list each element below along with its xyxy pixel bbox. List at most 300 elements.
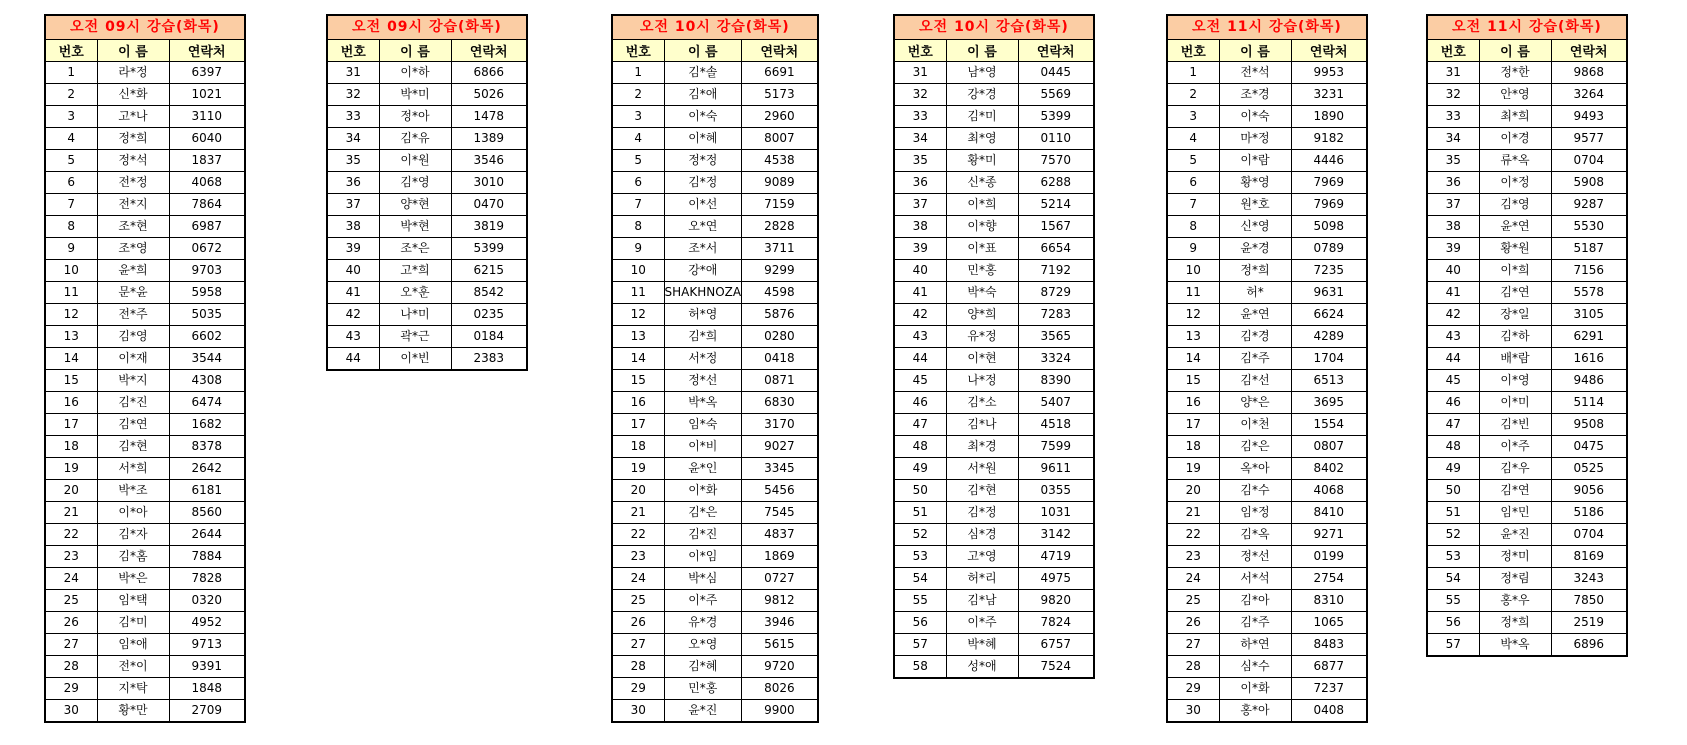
column-header-number: 번호 [894,40,946,62]
cell-number: 36 [1427,172,1479,194]
column-header-number: 번호 [612,40,664,62]
cell-name: 조*은 [379,238,451,260]
cell-phone: 5456 [742,480,818,502]
cell-number: 50 [894,480,946,502]
table-row [612,678,818,700]
cell-phone: 2642 [169,458,245,480]
cell-number: 7 [612,194,664,216]
cell-number: 24 [612,568,664,590]
table-row [612,260,818,282]
cell-phone: 3819 [451,216,527,238]
table-row [1167,260,1367,282]
cell-name: 김*경 [1219,326,1291,348]
cell-number: 36 [327,172,379,194]
cell-number: 19 [45,458,97,480]
cell-name: 이*천 [1219,414,1291,436]
cell-phone: 6987 [169,216,245,238]
cell-name: 전*석 [1219,62,1291,84]
cell-number: 6 [612,172,664,194]
cell-name: 김*영 [97,326,169,348]
cell-number: 41 [327,282,379,304]
cell-number: 48 [1427,436,1479,458]
cell-name: 김*우 [1479,458,1551,480]
cell-number: 39 [894,238,946,260]
table-row [1427,326,1627,348]
cell-name: 김*진 [97,392,169,414]
cell-number: 18 [612,436,664,458]
cell-number: 51 [894,502,946,524]
cell-name: 최*희 [1479,106,1551,128]
column-header-number: 번호 [1167,40,1219,62]
cell-name: 박*현 [379,216,451,238]
table-row [45,172,245,194]
cell-name: 박*조 [97,480,169,502]
cell-phone: 7235 [1291,260,1367,282]
cell-phone: 9182 [1291,128,1367,150]
cell-name: 정*선 [664,370,742,392]
table-row [894,414,1094,436]
table-row [1167,106,1367,128]
cell-name: 서*희 [97,458,169,480]
cell-phone: 5908 [1551,172,1627,194]
cell-name: 남*영 [946,62,1018,84]
column-header-name: 이 름 [1219,40,1291,62]
cell-number: 49 [894,458,946,480]
table-row [1167,62,1367,84]
table-row [894,568,1094,590]
table-row [1167,612,1367,634]
cell-number: 20 [45,480,97,502]
column-header-contact: 연락처 [1291,40,1367,62]
table-row [894,634,1094,656]
cell-phone: 0418 [742,348,818,370]
table-title: 오전 09시 강습(화목) [45,15,245,40]
cell-number: 45 [1427,370,1479,392]
cell-name: 박*옥 [1479,634,1551,657]
cell-name: 최*영 [946,128,1018,150]
cell-phone: 0807 [1291,436,1367,458]
cell-name: 류*옥 [1479,150,1551,172]
cell-number: 54 [894,568,946,590]
cell-name: 장*일 [1479,304,1551,326]
table-row [612,568,818,590]
cell-number: 1 [612,62,664,84]
table-row [894,84,1094,106]
cell-number: 10 [1167,260,1219,282]
cell-name: 박*옥 [664,392,742,414]
cell-phone: 9027 [742,436,818,458]
table-row [612,282,818,304]
cell-name: 윤*희 [97,260,169,282]
table-row [1427,216,1627,238]
cell-phone: 5399 [451,238,527,260]
cell-phone: 6691 [742,62,818,84]
cell-name: 황*만 [97,700,169,723]
cell-phone: 8169 [1551,546,1627,568]
cell-phone: 3243 [1551,568,1627,590]
cell-phone: 2519 [1551,612,1627,634]
cell-name: 이*화 [1219,678,1291,700]
cell-phone: 3170 [742,414,818,436]
cell-number: 46 [1427,392,1479,414]
cell-number: 31 [894,62,946,84]
table-row [45,634,245,656]
table-row [1427,370,1627,392]
cell-number: 35 [1427,150,1479,172]
table-row [1167,370,1367,392]
cell-phone: 7828 [169,568,245,590]
table-row [612,106,818,128]
cell-phone: 4308 [169,370,245,392]
table-row [45,502,245,524]
cell-name: 김*유 [379,128,451,150]
table-row [1427,282,1627,304]
cell-number: 18 [45,436,97,458]
cell-name: 이*혜 [664,128,742,150]
cell-number: 2 [612,84,664,106]
cell-name: 유*경 [664,612,742,634]
cell-name: 김*홈 [97,546,169,568]
cell-phone: 0235 [451,304,527,326]
cell-name: 이*정 [1479,172,1551,194]
cell-phone: 5186 [1551,502,1627,524]
table-row [45,282,245,304]
cell-number: 14 [612,348,664,370]
cell-name: 심*경 [946,524,1018,546]
cell-phone: 6866 [451,62,527,84]
cell-phone: 9611 [1018,458,1094,480]
cell-phone: 8390 [1018,370,1094,392]
cell-phone: 5399 [1018,106,1094,128]
cell-number: 47 [1427,414,1479,436]
cell-number: 11 [612,282,664,304]
table-row [1167,524,1367,546]
table-row [45,546,245,568]
cell-number: 45 [894,370,946,392]
column-header-contact: 연락처 [451,40,527,62]
cell-phone: 2383 [451,348,527,371]
cell-phone: 8378 [169,436,245,458]
cell-name: 이*영 [1479,370,1551,392]
cell-number: 44 [327,348,379,371]
cell-number: 52 [1427,524,1479,546]
table-row [1167,304,1367,326]
cell-name: 이*람 [1219,150,1291,172]
cell-name: 조*경 [1219,84,1291,106]
table-row [1167,216,1367,238]
table-row [612,150,818,172]
cell-name: 정*석 [97,150,169,172]
cell-number: 25 [1167,590,1219,612]
table-row [327,260,527,282]
cell-phone: 1848 [169,678,245,700]
cell-phone: 7969 [1291,194,1367,216]
cell-phone: 8007 [742,128,818,150]
cell-phone: 3946 [742,612,818,634]
cell-phone: 5035 [169,304,245,326]
table-row [612,634,818,656]
table-row [327,150,527,172]
table-row [45,348,245,370]
cell-phone: 5098 [1291,216,1367,238]
cell-number: 29 [612,678,664,700]
cell-number: 14 [45,348,97,370]
cell-phone: 9713 [169,634,245,656]
table-row [612,392,818,414]
table-row [327,84,527,106]
cell-name: 이*향 [946,216,1018,238]
cell-number: 30 [612,700,664,723]
cell-number: 17 [612,414,664,436]
header-row [894,40,1094,62]
table-row [1427,260,1627,282]
cell-phone: 3565 [1018,326,1094,348]
table-row [45,678,245,700]
cell-phone: 3010 [451,172,527,194]
cell-phone: 1021 [169,84,245,106]
cell-name: 라*정 [97,62,169,84]
cell-number: 2 [1167,84,1219,106]
cell-name: 이*하 [379,62,451,84]
column-header-name: 이 름 [1479,40,1551,62]
cell-name: 김*선 [1219,370,1291,392]
column-header-name: 이 름 [379,40,451,62]
cell-number: 22 [45,524,97,546]
cell-name: 황*미 [946,150,1018,172]
cell-number: 4 [1167,128,1219,150]
table-row [327,194,527,216]
table-row [894,502,1094,524]
cell-number: 51 [1427,502,1479,524]
table-row [612,128,818,150]
table-row [45,700,245,723]
cell-name: 정*림 [1479,568,1551,590]
cell-phone: 1682 [169,414,245,436]
table-row [612,546,818,568]
table-row [1427,634,1627,657]
cell-phone: 3324 [1018,348,1094,370]
cell-number: 26 [45,612,97,634]
cell-name: 김*연 [1479,282,1551,304]
cell-name: 이*주 [1479,436,1551,458]
table-row [612,370,818,392]
cell-phone: 9631 [1291,282,1367,304]
table-row [45,84,245,106]
table-row [1167,700,1367,723]
table-row [1427,392,1627,414]
cell-number: 16 [45,392,97,414]
cell-number: 27 [1167,634,1219,656]
table-row [1167,590,1367,612]
cell-name: 허* [1219,282,1291,304]
table-row [612,700,818,723]
cell-phone: 9271 [1291,524,1367,546]
cell-name: 정*희 [97,128,169,150]
table-row [327,106,527,128]
cell-phone: 6757 [1018,634,1094,656]
table-row [45,238,245,260]
table-row [45,370,245,392]
table-row [894,590,1094,612]
cell-phone: 4837 [742,524,818,546]
cell-name: 배*람 [1479,348,1551,370]
cell-phone: 2754 [1291,568,1367,590]
table-row [612,194,818,216]
cell-name: 김*주 [1219,612,1291,634]
column-header-contact: 연락처 [742,40,818,62]
cell-name: 박*은 [97,568,169,590]
cell-phone: 6474 [169,392,245,414]
table-row [1427,436,1627,458]
cell-phone: 3695 [1291,392,1367,414]
cell-name: 조*현 [97,216,169,238]
column-header-number: 번호 [45,40,97,62]
cell-name: 이*원 [379,150,451,172]
table-row [1427,414,1627,436]
table-row [45,62,245,84]
table-row [894,546,1094,568]
table-row [894,392,1094,414]
column-header-name: 이 름 [664,40,742,62]
cell-phone: 8729 [1018,282,1094,304]
cell-name: 임*택 [97,590,169,612]
cell-number: 55 [894,590,946,612]
cell-name: 김*애 [664,84,742,106]
table-row [894,326,1094,348]
cell-number: 9 [1167,238,1219,260]
cell-name: 김*진 [664,524,742,546]
cell-number: 19 [1167,458,1219,480]
cell-name: 박*숙 [946,282,1018,304]
cell-phone: 1704 [1291,348,1367,370]
cell-number: 42 [327,304,379,326]
cell-number: 34 [1427,128,1479,150]
table-row [1427,612,1627,634]
cell-phone: 6830 [742,392,818,414]
cell-name: 곽*근 [379,326,451,348]
cell-name: 이*빈 [379,348,451,371]
cell-phone: 0704 [1551,524,1627,546]
cell-number: 49 [1427,458,1479,480]
cell-name: 전*이 [97,656,169,678]
cell-number: 43 [1427,326,1479,348]
table-row [1427,348,1627,370]
cell-phone: 8560 [169,502,245,524]
cell-number: 8 [612,216,664,238]
cell-name: 김*솔 [664,62,742,84]
cell-number: 31 [327,62,379,84]
cell-name: 오*영 [664,634,742,656]
cell-number: 33 [327,106,379,128]
cell-name: 신*화 [97,84,169,106]
cell-number: 57 [1427,634,1479,657]
cell-number: 13 [1167,326,1219,348]
table-row [1167,150,1367,172]
cell-name: 홍*아 [1219,700,1291,723]
cell-phone: 7283 [1018,304,1094,326]
cell-phone: 6602 [169,326,245,348]
cell-number: 20 [1167,480,1219,502]
cell-number: 27 [45,634,97,656]
cell-name: 하*연 [1219,634,1291,656]
cell-phone: 0525 [1551,458,1627,480]
header-row [1427,40,1627,62]
cell-phone: 7524 [1018,656,1094,679]
table-row [612,238,818,260]
cell-phone: 0280 [742,326,818,348]
cell-name: 이*표 [946,238,1018,260]
cell-phone: 1031 [1018,502,1094,524]
cell-phone: 7570 [1018,150,1094,172]
cell-number: 13 [612,326,664,348]
table-row [612,84,818,106]
table-row [327,326,527,348]
table-row [894,348,1094,370]
cell-phone: 1869 [742,546,818,568]
cell-phone: 1554 [1291,414,1367,436]
cell-number: 56 [894,612,946,634]
cell-name: 오*연 [664,216,742,238]
cell-phone: 6877 [1291,656,1367,678]
cell-name: 김*나 [946,414,1018,436]
cell-name: 박*혜 [946,634,1018,656]
table-row [612,458,818,480]
cell-number: 15 [45,370,97,392]
cell-name: 정*선 [1219,546,1291,568]
cell-number: 26 [1167,612,1219,634]
cell-phone: 9703 [169,260,245,282]
table-row [612,480,818,502]
cell-number: 12 [45,304,97,326]
table-row [1427,590,1627,612]
cell-name: 양*희 [946,304,1018,326]
cell-phone: 9391 [169,656,245,678]
table-row [894,480,1094,502]
table-row [612,62,818,84]
table-row [894,436,1094,458]
cell-number: 42 [1427,304,1479,326]
table-row [894,238,1094,260]
cell-name: 정*미 [1479,546,1551,568]
cell-phone: 7192 [1018,260,1094,282]
table-row [894,216,1094,238]
cell-number: 30 [45,700,97,723]
cell-phone: 6513 [1291,370,1367,392]
table-row [612,304,818,326]
cell-phone: 3110 [169,106,245,128]
cell-name: 이*선 [664,194,742,216]
cell-name: 김*옥 [1219,524,1291,546]
cell-phone: 7599 [1018,436,1094,458]
cell-name: 양*현 [379,194,451,216]
cell-phone: 3544 [169,348,245,370]
cell-phone: 0470 [451,194,527,216]
cell-phone: 4598 [742,282,818,304]
cell-number: 29 [45,678,97,700]
cell-phone: 7159 [742,194,818,216]
cell-name: 고*나 [97,106,169,128]
cell-number: 23 [45,546,97,568]
cell-phone: 4068 [1291,480,1367,502]
cell-name: 이*아 [97,502,169,524]
cell-number: 32 [1427,84,1479,106]
cell-number: 37 [327,194,379,216]
table-row [612,524,818,546]
cell-name: 조*영 [97,238,169,260]
table-row [45,568,245,590]
cell-phone: 9868 [1551,62,1627,84]
cell-number: 3 [612,106,664,128]
